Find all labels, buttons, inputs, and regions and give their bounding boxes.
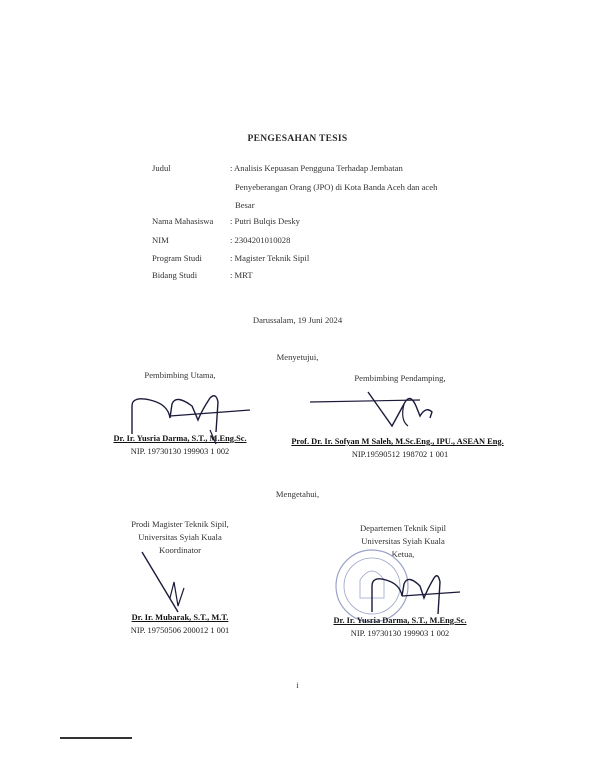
field-value-nim: : 2304201010028 [230,235,291,245]
official-2-role-line2: Universitas Syiah Kuala [361,536,445,546]
official-1-name: Dr. Ir. Mubarak, S.T., M.T. [131,613,229,622]
field-value-nama: : Putri Bulqis Desky [230,216,300,226]
field-label-bidang: Bidang Studi [152,270,198,280]
advisor-1-role: Pembimbing Utama, [144,370,216,380]
page-number: i [296,680,299,690]
field-value-judul-line1: : Analisis Kepuasan Pengguna Terhadap Jembatan [230,163,403,173]
place-date: Darussalam, 19 Juni 2024 [252,315,343,325]
document-title: PENGESAHAN TESIS [247,134,348,144]
field-value-bidang: : MRT [230,270,253,280]
field-value-program: : Magister Teknik Sipil [230,253,310,263]
advisor-2-role: Pembimbing Pendamping, [354,373,446,383]
scan-artifact-line [60,737,132,739]
acknowledged-label: Mengetahui, [275,489,320,499]
field-value-judul-line3: Besar [235,200,255,210]
field-value-judul-line2: Penyeberangan Orang (JPO) di Kota Banda Aceh dan aceh [235,182,438,192]
official-1-nip: NIP. 19750506 200012 1 001 [130,626,230,635]
official-1-role-line3: Koordinator [158,545,201,555]
advisor-1-nip: NIP. 19730130 199903 1 002 [130,447,230,456]
official-2-nip: NIP. 19730130 199903 1 002 [350,629,450,638]
official-1-signature [140,550,200,620]
official-2-role-line1: Departemen Teknik Sipil [359,523,447,533]
official-2-name: Dr. Ir. Yusria Darma, S.T., M.Eng.Sc. [333,616,467,625]
approved-label: Menyetujui, [276,352,319,362]
official-1-role-line2: Universitas Syiah Kuala [138,532,222,542]
advisor-1-name: Dr. Ir. Yusria Darma, S.T., M.Eng.Sc. [113,434,247,443]
advisor-2-nip: NIP.19590512 198702 1 001 [351,450,449,459]
advisor-2-signature [300,386,450,440]
official-2-role-line3: Ketua, [391,549,415,559]
field-label-judul: Judul [152,163,171,173]
advisor-2-name: Prof. Dr. Ir. Sofyan M Saleh, M.Sc.Eng., IPU., ASEAN Eng. [291,437,504,446]
official-1-role-line1: Prodi Magister Teknik Sipil, [131,519,229,529]
field-label-nama: Nama Mahasiswa [152,216,214,226]
field-label-program: Program Studi [152,253,202,263]
field-label-nim: NIM [152,235,169,245]
